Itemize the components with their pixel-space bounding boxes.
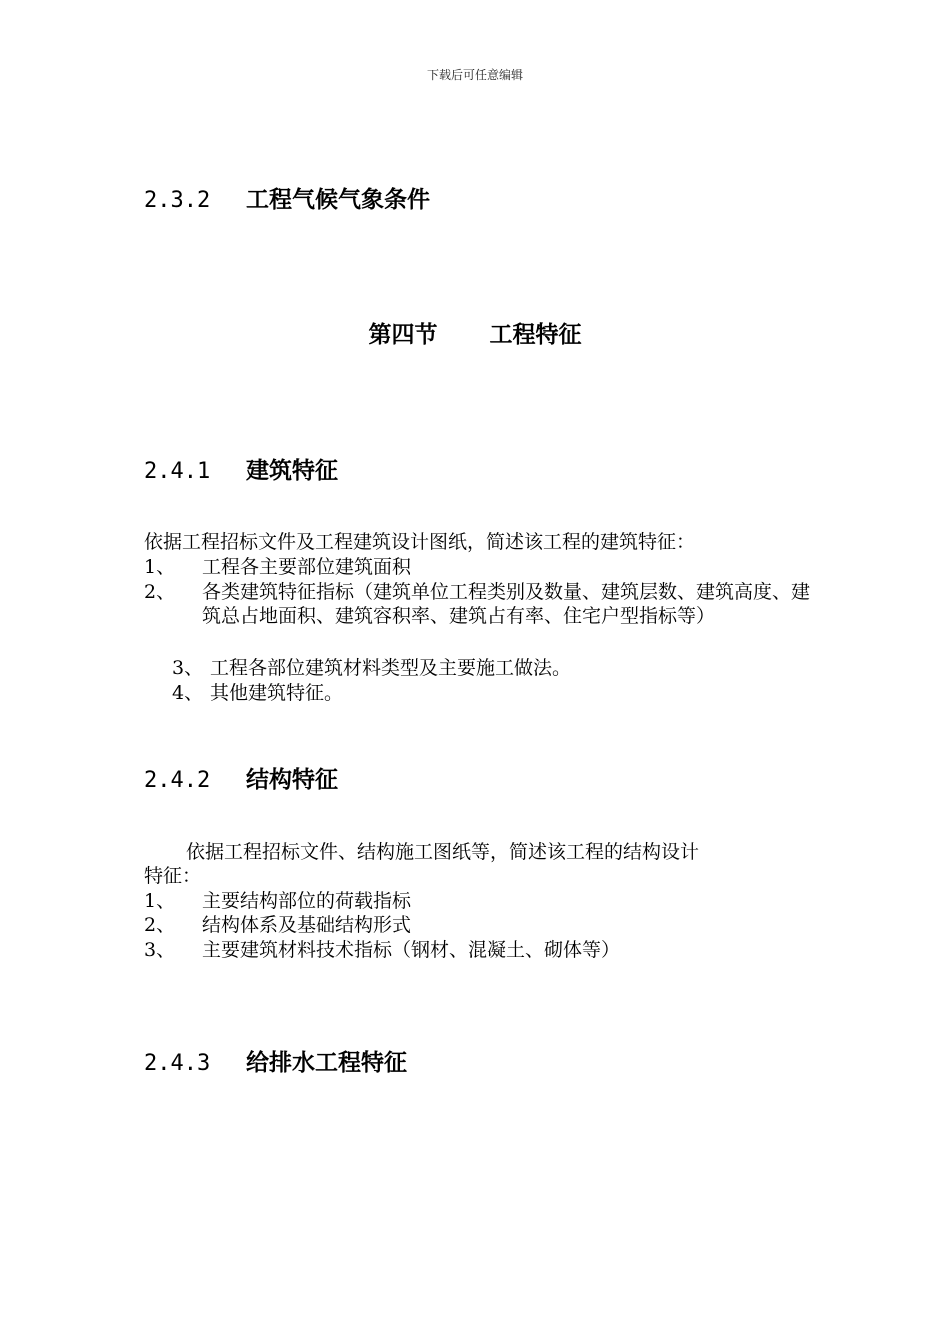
list-item: 1、 工程各主要部位建筑面积 bbox=[144, 556, 412, 578]
section-number: 2.4.2 bbox=[144, 768, 211, 793]
list-item: 3、 工程各部位建筑材料类型及主要施工做法。 bbox=[172, 657, 572, 679]
chapter-label: 第四节 bbox=[368, 322, 438, 348]
section-number: 2.3.2 bbox=[144, 188, 211, 213]
section-heading-2-3-2 bbox=[144, 181, 430, 214]
list-item: 3、 主要建筑材料技术指标（钢材、混凝土、砌体等） bbox=[144, 939, 621, 961]
section-title: 结构特征 bbox=[246, 767, 338, 793]
chapter-heading bbox=[0, 316, 950, 349]
section-heading-2-4-2 bbox=[144, 761, 338, 794]
section-title: 工程气候气象条件 bbox=[246, 187, 430, 213]
chapter-title: 工程特征 bbox=[489, 322, 582, 348]
section-heading-2-4-1 bbox=[144, 452, 338, 485]
list-item: 4、 其他建筑特征。 bbox=[172, 682, 344, 704]
list-item: 2、 结构体系及基础结构形式 bbox=[144, 914, 412, 936]
paragraph-intro-building: 依据工程招标文件及工程建筑设计图纸，简述该工程的建筑特征： bbox=[144, 531, 696, 553]
paragraph-intro-structure-line2: 特征： bbox=[144, 865, 202, 887]
section-number: 2.4.1 bbox=[144, 459, 211, 484]
list-item: 2、 各类建筑特征指标（建筑单位工程类别及数量、建筑层数、建筑高度、建筑总占地面积、建筑容积率、建筑占有率、住宅户型指标等） bbox=[144, 581, 811, 627]
section-number: 2.4.3 bbox=[144, 1051, 211, 1076]
page-header: 下载后可任意编辑 bbox=[426, 68, 523, 82]
section-title: 给排水工程特征 bbox=[246, 1050, 407, 1076]
paragraph-intro-structure-line1: 依据工程招标文件、结构施工图纸等，简述该工程的结构设计 bbox=[186, 841, 700, 863]
list-item: 1、 主要结构部位的荷载指标 bbox=[144, 890, 412, 912]
section-title: 建筑特征 bbox=[246, 458, 338, 484]
section-heading-2-4-3 bbox=[144, 1044, 407, 1077]
